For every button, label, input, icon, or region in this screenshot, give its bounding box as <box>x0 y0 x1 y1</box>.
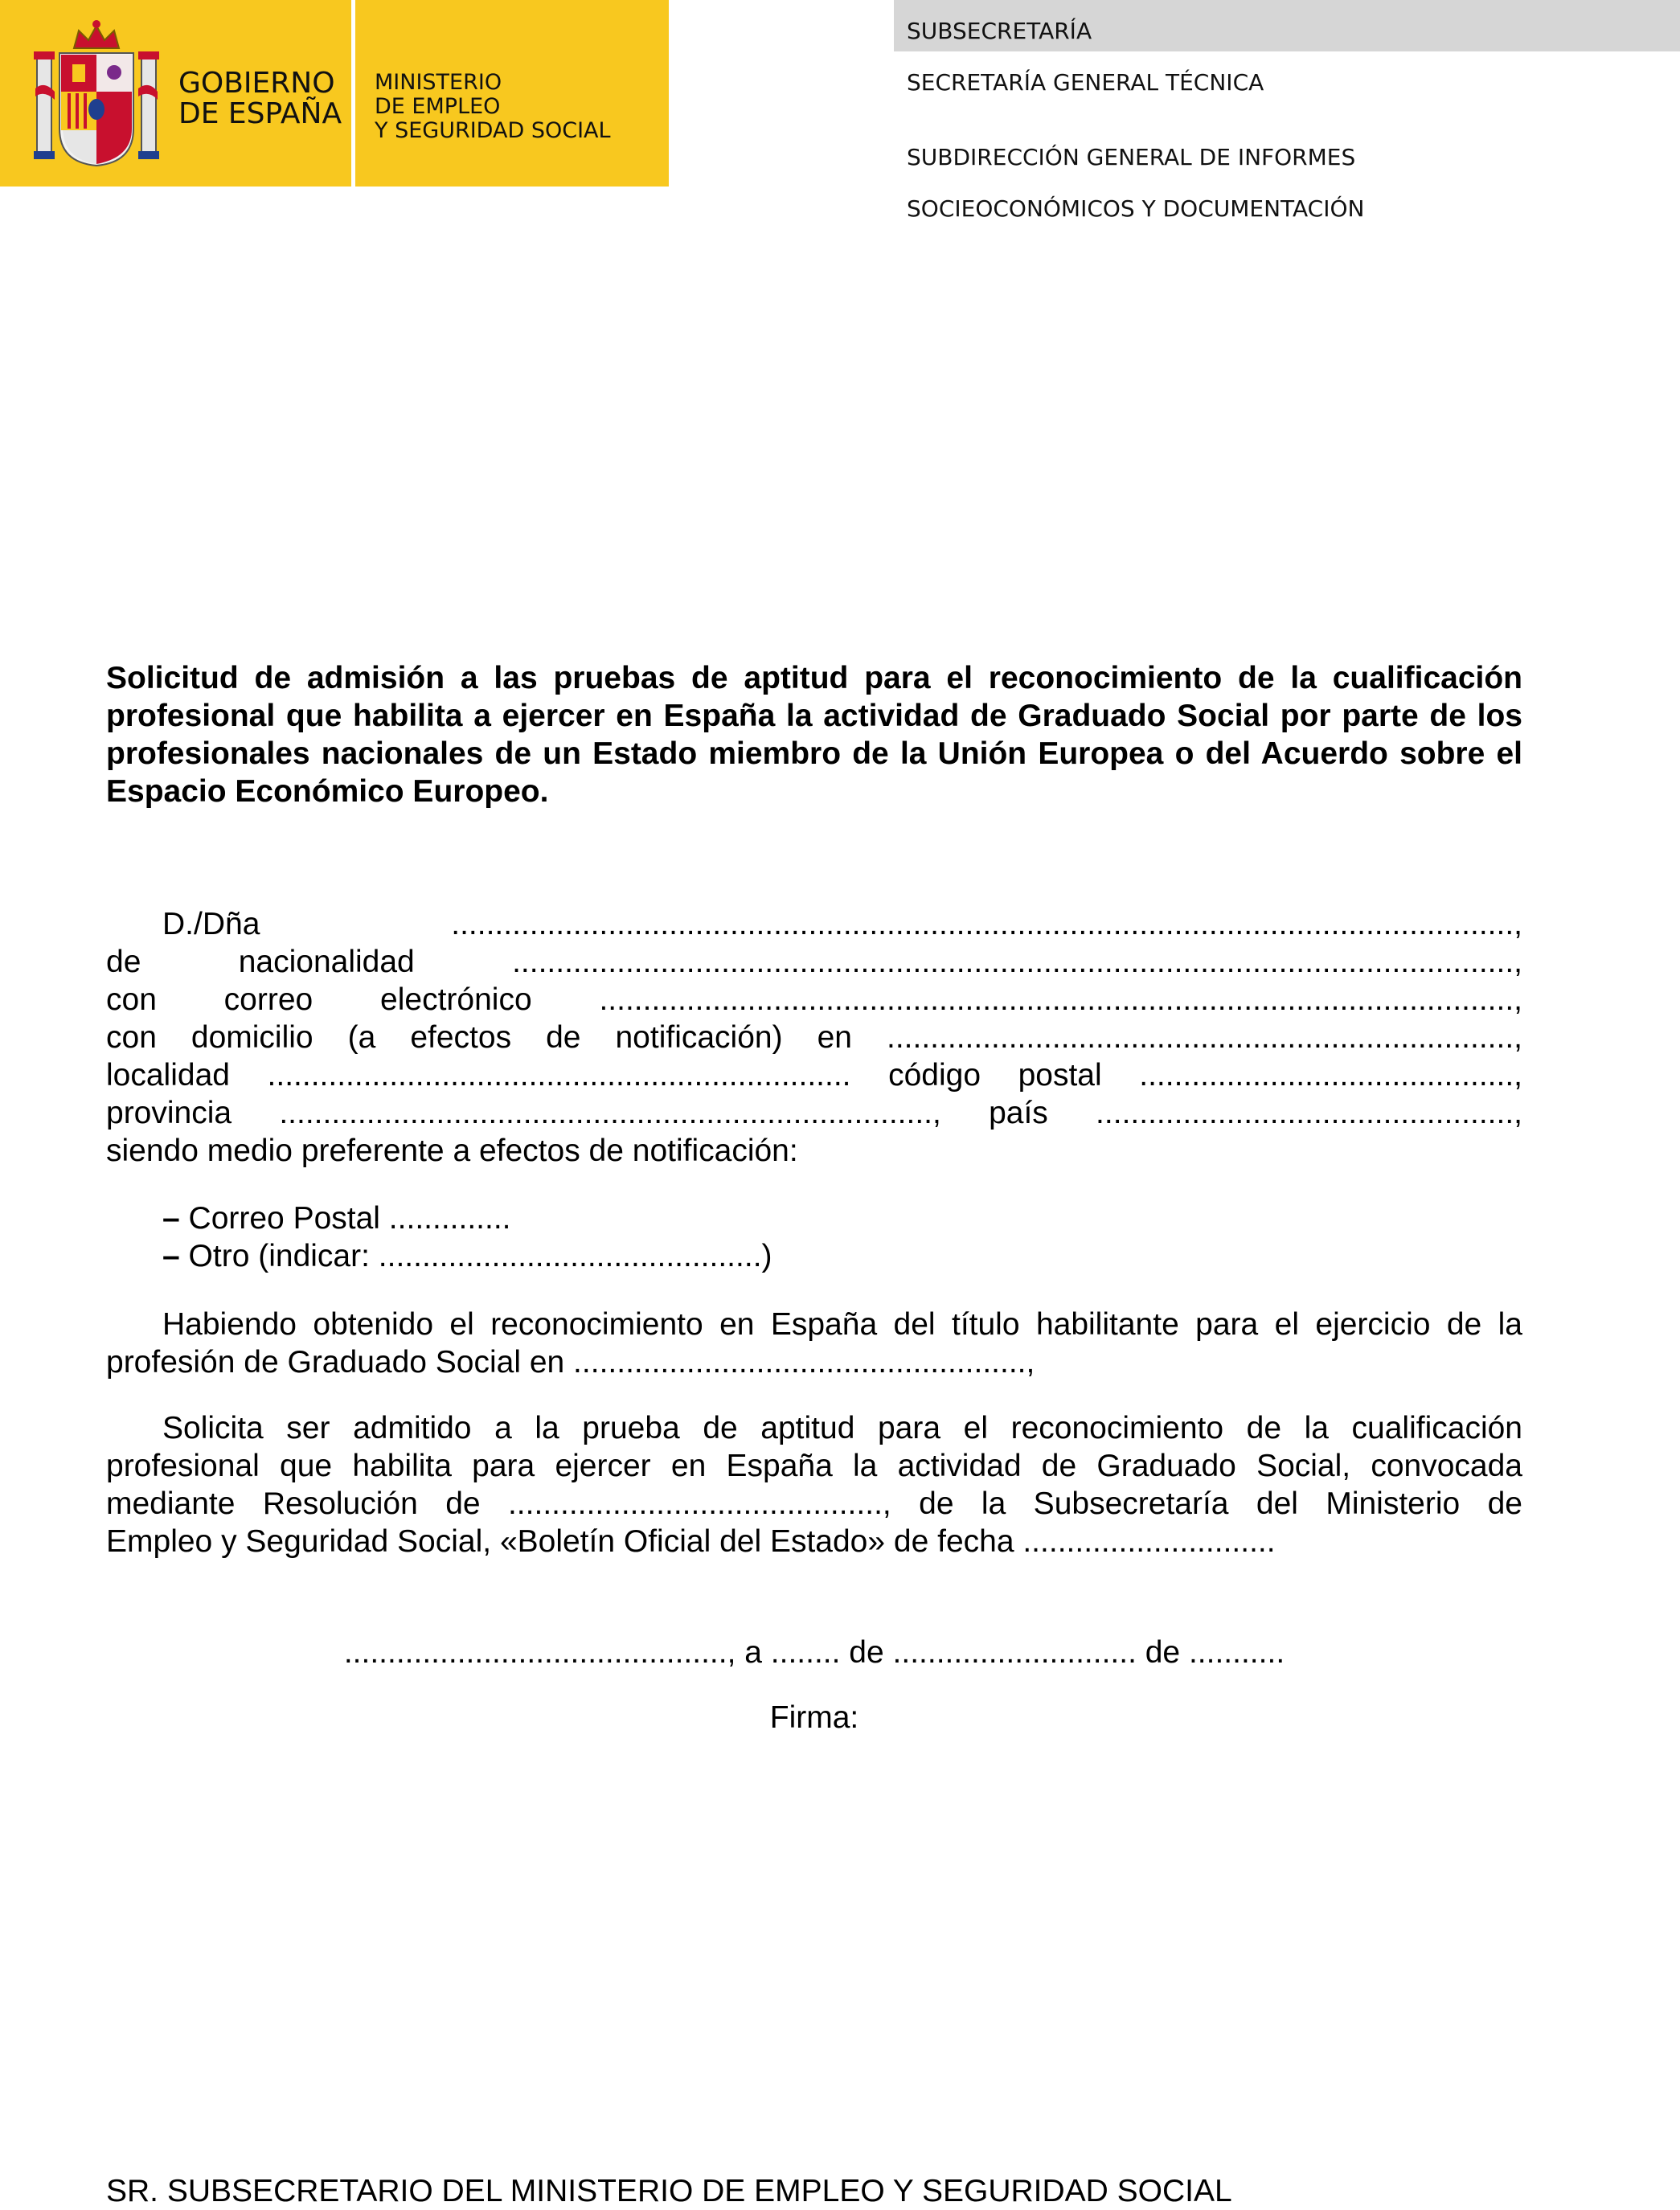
applicant-form <box>106 905 1522 1170</box>
request-line3: mediante Resolución de ..........................................., de la Subsecretaría del Ministerio de <box>106 1486 1522 1521</box>
recognition-paragraph <box>106 1306 1522 1381</box>
gobierno-logo-line2: DE ESPAÑA <box>178 97 342 130</box>
header-socioeconomicos: SOCIEOCONÓMICOS Y DOCUMENTACIÓN <box>907 195 1365 222</box>
ministerio-logo-line3: Y SEGURIDAD SOCIAL <box>375 118 611 143</box>
form-line-address: con domicilio (a efectos de notificación) en ........................................................................, <box>106 1020 1522 1055</box>
gobierno-logo-line1: GOBIERNO <box>178 67 335 100</box>
gobierno-logo <box>0 0 351 187</box>
ministerio-logo-text <box>375 71 611 143</box>
recognition-line1: Habiendo obtenido el reconocimiento en España del título habilitante para el ejercicio de la <box>162 1307 1522 1342</box>
option-dash: – <box>162 1201 180 1236</box>
request-paragraph <box>106 1409 1522 1560</box>
request-line2: profesional que habilita para ejercer en España la actividad de Graduado Social, convocada <box>106 1449 1522 1483</box>
option-postal-text: Correo Postal .............. <box>179 1201 511 1236</box>
form-line-locality: localidad ................................................................... código postal ..........................................., <box>106 1058 1522 1093</box>
ministerio-logo-line1: MINISTERIO <box>375 70 502 95</box>
form-line-notification: siendo medio preferente a efectos de notificación: <box>106 1134 798 1168</box>
option-postal <box>106 1199 1522 1237</box>
ministerio-logo <box>355 0 669 187</box>
option-other-text: Otro (indicar: ............................................) <box>179 1239 772 1273</box>
form-line-province: provincia ..........................................................................., país ................................................, <box>106 1096 1522 1130</box>
addressee-footer: SR. SUBSECRETARIO DEL MINISTERIO DE EMPLEO Y SEGURIDAD SOCIAL <box>106 2174 1232 2208</box>
ministerio-logo-line2: DE EMPLEO <box>375 94 501 119</box>
header-subdireccion: SUBDIRECCIÓN GENERAL DE INFORMES <box>907 144 1356 170</box>
coat-of-arms-icon <box>32 16 161 169</box>
option-other <box>106 1237 1522 1275</box>
header-secretaria-general: SECRETARÍA GENERAL TÉCNICA <box>907 69 1264 96</box>
option-dash: – <box>162 1239 180 1273</box>
document-title: Solicitud de admisión a las pruebas de aptitud para el reconocimiento de la cualificación profesional que habilita a ejercer en España la actividad de Graduado Social por parte de los profesionales nacionales de un Estado miembro de la Unión Europea o del Acuerdo sobre el Espacio Económico Europeo. <box>106 661 1522 809</box>
request-line4: Empleo y Seguridad Social, «Boletín Oficial del Estado» de fecha ............................. <box>106 1524 1276 1559</box>
notification-options <box>106 1199 1522 1275</box>
gobierno-logo-text <box>178 68 342 129</box>
signature-label: Firma: <box>769 1700 859 1735</box>
form-line-name: D./Dña .........................................................................................................................., <box>162 907 1522 941</box>
form-line-nationality: de nacionalidad ..................................................................................................................., <box>106 945 1522 979</box>
date-place-line: ............................................, a ........ de ............................ de ........... <box>343 1635 1285 1670</box>
recognition-line2: profesión de Graduado Social en ...................................................., <box>106 1345 1035 1380</box>
header-subsecretaria: SUBSECRETARÍA <box>907 18 1092 44</box>
form-line-email: con correo electrónico ........................................................................................................., <box>106 982 1522 1017</box>
request-line1: Solicita ser admitido a la prueba de aptitud para el reconocimiento de la cualificación <box>162 1411 1522 1445</box>
